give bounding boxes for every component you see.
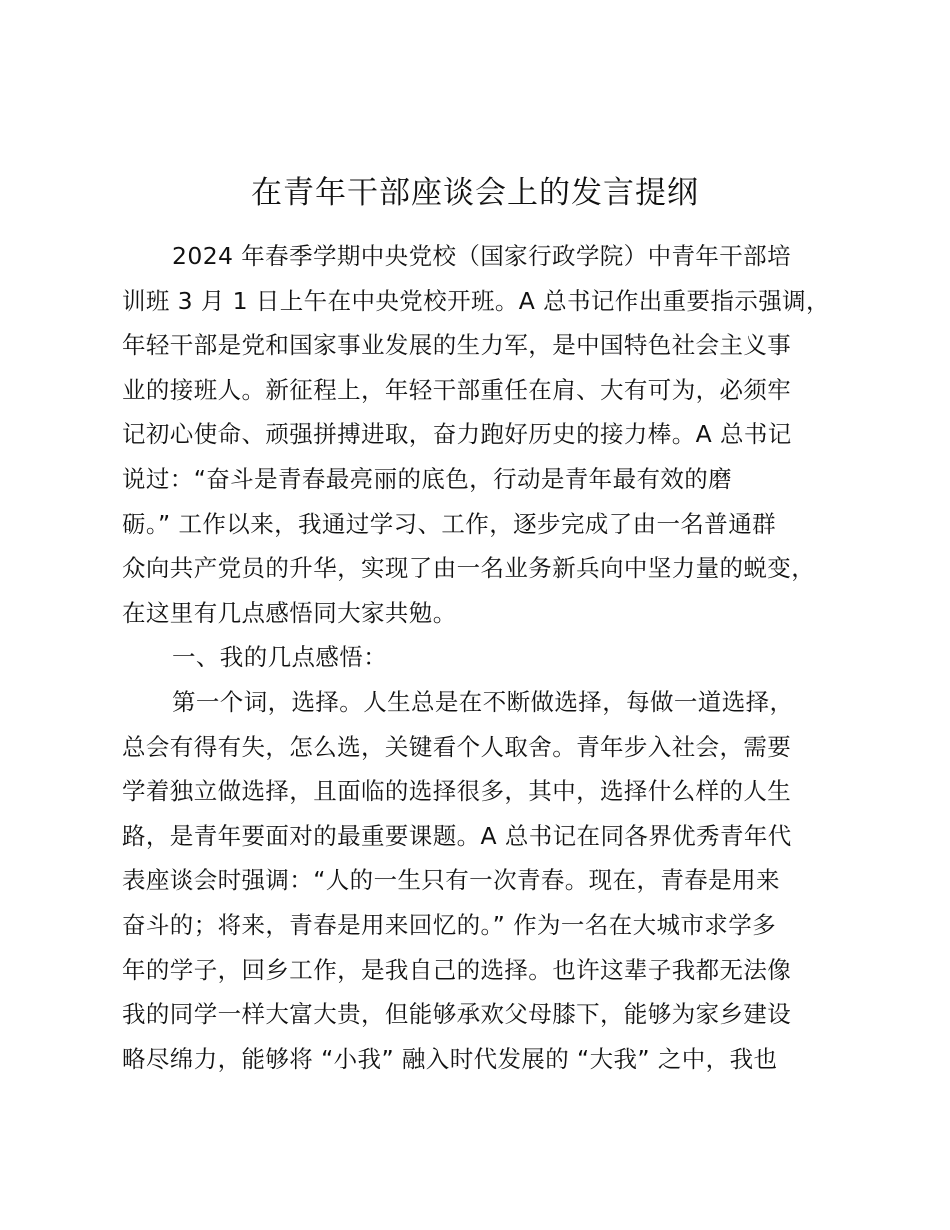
paragraph-line: 我的同学一样大富大贵，但能够承欢父母膝下，能够为家乡建设 xyxy=(122,1000,792,1029)
paragraph-line: 表座谈会时强调：“人的一生只有一次青春。现在，青春是用来 xyxy=(122,866,780,895)
paragraph-line: 年的学子，回乡工作，是我自己的选择。也许这辈子我都无法像 xyxy=(122,955,792,984)
section-heading: 一、我的几点感悟： xyxy=(172,643,388,672)
paragraph-line: 年轻干部是党和国家事业发展的生力军，是中国特色社会主义事 xyxy=(122,331,792,360)
paragraph-line: 总会有得有失，怎么选，关键看个人取舍。青年步入社会，需要 xyxy=(122,732,792,761)
paragraph-line: 说过：“奋斗是青春最亮丽的底色，行动是青年最有效的磨 xyxy=(122,464,733,493)
paragraph-line: 略尽绵力，能够将 “小我” 融入时代发展的 “大我” 之中，我也 xyxy=(122,1044,778,1073)
paragraph-line: 众向共产党员的升华，实现了由一名业务新兵向中坚力量的蜕变， xyxy=(122,554,816,583)
paragraph-line: 路，是青年要面对的最重要课题。A 总书记在同各界优秀青年代 xyxy=(122,821,792,850)
paragraph-line: 业的接班人。新征程上，年轻干部重任在肩、大有可为，必须牢 xyxy=(122,375,792,404)
paragraph-line: 学着独立做选择，且面临的选择很多，其中，选择什么样的人生 xyxy=(122,777,792,806)
paragraph-line: 第一个词，选择。人生总是在不断做选择，每做一道选择， xyxy=(172,687,794,716)
paragraph-line: 砺。” 工作以来，我通过学习、工作，逐步完成了由一名普通群 xyxy=(122,509,776,538)
paragraph-line: 训班 3 月 1 日上午在中央党校开班。A 总书记作出重要指示强调， xyxy=(122,286,830,315)
paragraph-line: 记初心使命、顽强拼搏进取，奋力跑好历史的接力棒。A 总书记 xyxy=(122,420,792,449)
document-body xyxy=(122,234,842,1081)
document-title: 在青年干部座谈会上的发言提纲 xyxy=(251,175,699,211)
paragraph-line: 2024 年春季学期中央党校（国家行政学院）中青年干部培 xyxy=(172,242,791,270)
paragraph-line: 奋斗的；将来，青春是用来回忆的。” 作为一名在大城市求学多 xyxy=(122,910,776,939)
paragraph-line: 在这里有几点感悟同大家共勉。 xyxy=(122,598,457,627)
